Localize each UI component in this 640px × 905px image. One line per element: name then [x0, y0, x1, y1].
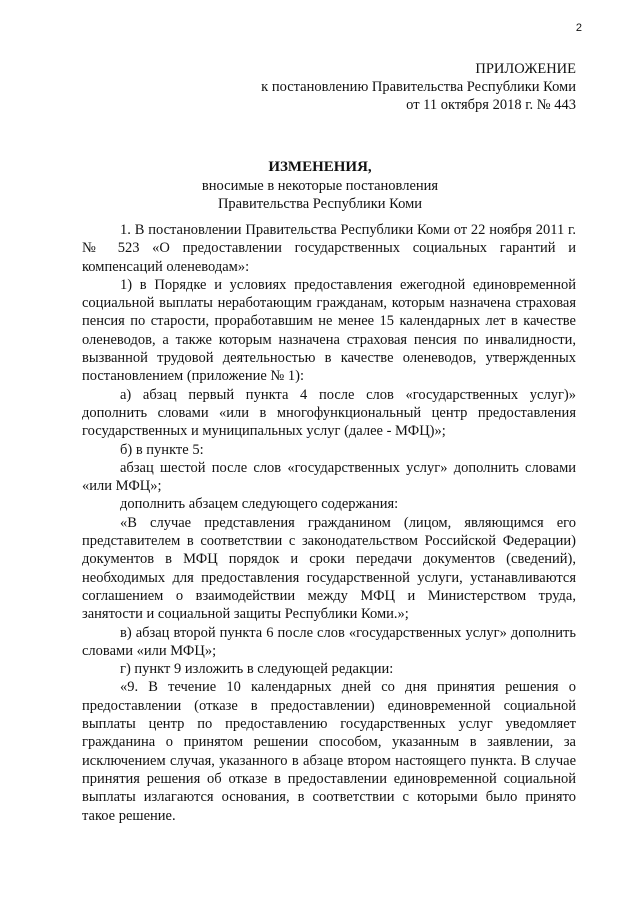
document-body — [82, 221, 576, 825]
paragraph: г) пункт 9 изложить в следующей редакции: — [120, 661, 394, 678]
paragraph: в) абзац второй пункта 6 после слов «государственных услуг» дополнить словами «или МФЦ»; — [82, 624, 576, 659]
page-number: 2 — [575, 22, 582, 34]
appendix-title: ПРИЛОЖЕНИЕ — [475, 61, 576, 77]
paragraph: 1. В постановлении Правительства Республики Коми от 22 ноября 2011 г. № 523 «О предоставлении государственных социальных гарантий и компенсаций оленеводам»: — [82, 222, 576, 275]
paragraph: б) в пункте 5: — [120, 441, 204, 458]
paragraph: «9. В течение 10 календарных дней со дня принятия решения о предоставлении (отказе в предоставлении) единовременной социальной выплаты центр по предоставлению государственных услуг уведомляет гражданина о принятом решении способом, указанным в заявлении, за исключением случая, указанного в абзаце втором настоящего пункта. В случае принятия решения об отказе в предоставлении единовременной социальной выплаты излагаются основания, в соответствии с которыми было принято такое решение. — [82, 679, 576, 824]
heading-title: ИЗМЕНЕНИЯ, — [268, 159, 372, 175]
appendix-header — [176, 60, 576, 114]
paragraph: 1) в Порядке и условиях предоставления ежегодной единовременной социальной выплаты неработающим гражданам, которым назначена страховая пенсия по старости, проработавшим не менее 15 календарных лет в качестве оленеводов, а также которым назначена страховая пенсия по инвалидности, вызванной трудовой деятельностью в качестве оленеводов, утвержденных постановлением (приложение № 1): — [82, 276, 576, 385]
paragraph: абзац шестой после слов «государственных услуг» дополнить словами «или МФЦ»; — [82, 459, 576, 495]
paragraph: а) абзац первый пункта 4 после слов «государственных услуг)» дополнить словами «или в многофункциональный центр предоставления государственных и муниципальных услуг (далее - МФЦ)»; — [82, 386, 576, 440]
appendix-reference: к постановлению Правительства Республики Коми — [261, 79, 576, 95]
heading-subtitle-2: Правительства Республики Коми — [217, 196, 423, 212]
paragraph: «В случае представления гражданином (лицом, являющимся его представителем в соответствии с законодательством Российской Федерации) документов в МФЦ порядок и сроки передачи документов (сведений), необходимых для предоставления государственной услуги, устанавливаются соглашением о взаимодействии между МФЦ и Министерством труда, занятости и социальной защиты Республики Коми.»; — [82, 514, 576, 623]
appendix-date: от 11 октября 2018 г. № 443 — [406, 97, 576, 113]
document-heading — [75, 158, 565, 214]
paragraph: дополнить абзацем следующего содержания: — [120, 496, 399, 513]
heading-subtitle: вносимые в некоторые постановления — [201, 177, 439, 194]
